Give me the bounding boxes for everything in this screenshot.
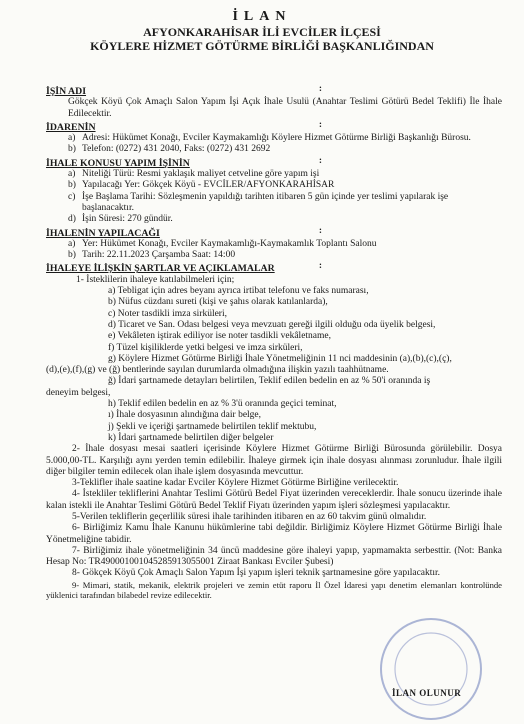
condition-9: 9- Mimari, statik, mekanik, elektrik projeleri ve zemin etüt raporu İl Özel İdaresi yapı denetim elemanları kontrolünde yüklenici tarafından bilabedel revize edilecektir. — [46, 579, 502, 601]
condition-2: 2- İhale dosyası mesai saatleri içerisinde Köylere Hizmet Götürme Birliği Bürosunda görülebilir. Dosya 5.000,00-TL. Karşılığı aynı yerden temin edilebilir. İhaleye girmek için ihale dosyası alınması zorunludur. İhale ilgili diğer bilgiler temin edilecek olan ihale işlem dosyasında mevcuttur. — [46, 444, 502, 477]
requirement-h: h) Teklif edilen bedelin en az % 3'ü oranında geçici teminat, — [108, 399, 337, 410]
admin-phone: b) Telefon: (0272) 431 2040, Faks: (0272) 431 2692 — [68, 144, 271, 155]
notice-heading: İLAN — [232, 9, 292, 24]
work-duration: d) İşin Süresi: 270 gündür. — [68, 214, 173, 225]
requirement-k: k) İdari şartnamede belirtilen diğer belgeler — [108, 432, 274, 443]
issuer-line-1: AFYONKARAHİSAR İLİ EVCİLER İLÇESİ — [143, 25, 381, 39]
issuer-line-2: KÖYLERE HİZMET GÖTÜRME BİRLİĞİ BAŞKANLIĞINDAN — [90, 39, 434, 53]
condition-3: 3-Teklifler ihale saatine kadar Evciler Köylere Hizmet Götürme Birliğine verilecektir. — [72, 478, 399, 489]
condition-7: 7- Birliğimiz ihale yönetmeliğinin 34 üncü maddesine göre ihaleyi yapıp, yapmamakta serbesttir. (Not: Banka Hesap No: TR490001001045285913055001 Ziraat Bankası Evciler Şubesi) — [46, 545, 502, 568]
tender-date: b) Tarih: 22.11.2023 Çarşamba Saat: 14:00 — [68, 250, 236, 261]
requirement-gh-cont: deneyim belgesi, — [46, 387, 111, 398]
admin-address: a) Adresi: Hükümet Konağı, Evciler Kaymakamlığı Köylere Hizmet Götürme Birliği Başkanlığı Bürosu. — [68, 133, 471, 144]
condition-4: 4- İstekliler tekliflerini Anahtar Teslimi Götürü Bedel Fiyat üzerinden vereceklerdir. İhale sonucu üzerinde ihale kalan istekli ile Anahtar Teslimi Götürü Bedel Teklif Fiyatı üzerinden yapım işleri sözleşmesi yapılacaktır. — [46, 489, 502, 511]
job-name-text: Gökçek Köyü Çok Amaçlı Salon Yapım İşi Açık İhale Usulü (Anahtar Teslimi Götürü Bedel Teklifi) İle İhale Edilecektir. — [68, 97, 502, 119]
notice-body — [46, 84, 502, 601]
requirement-f: f) Tüzel kişiliklerde yetki belgesi ve imza sirküleri, — [108, 342, 303, 353]
condition-1: 1- İsteklilerin ihaleye katılabilmeleri için; — [76, 274, 235, 285]
work-type: a) Niteliği Türü: Resmi yaklaşık maliyet cetveline göre yapım işi — [68, 169, 320, 180]
requirement-a: a) Tebligat için adres beyanı ayrıca irtibat telefonu ve faks numarası, — [108, 286, 369, 297]
requirement-c: c) Noter tasdikli imza sirküleri, — [108, 308, 227, 319]
requirement-d: d) Ticaret ve San. Odası belgesi veya mevzuatı gereği ilgili olduğu oda üyelik belgesi, — [108, 319, 436, 330]
requirement-b: b) Nüfus cüzdanı sureti (kişi ve şahıs olarak katılanlarda), — [108, 297, 328, 308]
requirement-j: j) Şekli ve içeriği şartnamede belirtilen teklif mektubu, — [108, 421, 317, 432]
requirement-g: g) Köylere Hizmet Götürme Birliği İhale Yönetmeliğinin 11 nci maddesinin (a),(b),(c),(ç), — [108, 353, 452, 364]
condition-5: 5-Verilen tekliflerin geçerlilik süresi ihale tarihinden itibaren en az 60 takvim günü olmalıdır. — [72, 511, 427, 522]
section-title-job-name: İŞİN ADI : — [46, 84, 322, 97]
condition-8: 8- Gökçek Köyü Çok Amaçlı Salon Yapım İşi yapım işleri teknik şartnamesine göre yapılacaktır. — [72, 568, 441, 579]
section-title-work-subject: İHALE KONUSU YAPIM İŞİNİN : — [46, 155, 322, 169]
requirement-e: e) Vekâleten iştirak ediliyor ise noter tasdikli vekâletname, — [108, 331, 331, 342]
work-start-date: c) İşe Başlama Tarihi: Sözleşmenin yapıldığı tarihten itibaren 5 gün içinde yer teslimi yapılarak işe başlanacaktır. — [68, 191, 449, 213]
official-stamp-icon — [376, 614, 486, 724]
section-title-administration: İDARENİN : — [46, 119, 322, 133]
requirement-g-cont: (d),(e),(f),(g) ve (ğ) bentlerinde sayılan durumlarda olmadığına ilişkin yazılı taahhütname. — [46, 365, 389, 376]
work-location: b) Yapılacağı Yer: Gökçek Köyü - EVCİLER/AFYONKARAHİSAR — [68, 180, 335, 191]
section-title-conditions: İHALEYE İLİŞKİN ŞARTLAR VE AÇIKLAMALAR : — [46, 261, 322, 275]
requirement-gh: ğ) İdari şartnamede detayları belirtilen, Teklif edilen bedelin en az % 50'i oranında iş — [108, 376, 431, 387]
condition-6: 6- Birliğimiz Kamu İhale Kanunu hükümlerine tabi değildir. Birliğimiz Köylere Hizmet Götürme Birliği İhale Yönetmeliğine tabidir. — [46, 523, 502, 545]
requirement-i: ı) İhale dosyasının alındığına dair belge, — [108, 410, 262, 421]
tender-place: a) Yer: Hükümet Konağı, Evciler Kaymakamlığı-Kaymakamlık Toplantı Salonu — [68, 238, 377, 249]
section-title-tender-venue: İHALENİN YAPILACAĞI : — [46, 225, 322, 239]
closing-sign: İLAN OLUNUR — [392, 688, 462, 698]
